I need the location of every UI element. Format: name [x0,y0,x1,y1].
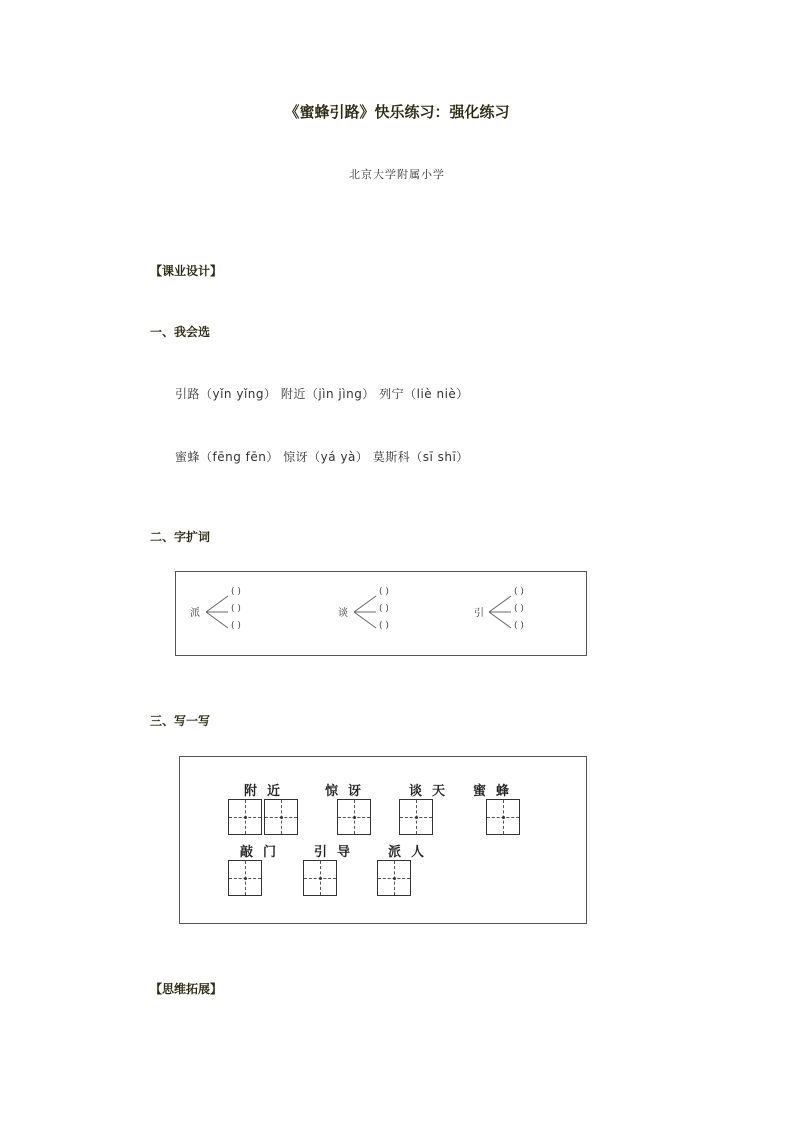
char-pai: 派 [190,608,200,619]
writing-grid[interactable] [264,799,298,835]
section-thinking-extension: 【思维拓展】 [150,982,223,996]
writing-grid[interactable] [486,799,520,835]
writing-box [179,756,587,924]
page-title: 《蜜蜂引路》快乐练习：强化练习 [284,103,510,121]
section-course-design: 【课业设计】 [150,264,223,278]
section-choose: 一、我会选 [150,325,211,339]
section-expand-words: 二、字扩词 [150,530,211,544]
word-fujin: 附近 [244,784,291,799]
char-yin: 引 [474,608,484,619]
writing-grid[interactable] [228,860,262,896]
writing-grid[interactable] [377,860,411,896]
writing-grid[interactable] [228,799,262,835]
writing-grid[interactable] [337,799,371,835]
school-name: 北京大学附属小学 [349,168,445,181]
word-qiaomen: 敲门 [240,845,287,860]
blank-tan-1[interactable]: ( ) [379,587,389,597]
writing-grid[interactable] [303,860,337,896]
blank-pai-2[interactable]: ( ) [231,604,241,614]
word-yindao: 引导 [314,845,361,860]
blank-pai-1[interactable]: ( ) [231,587,241,597]
pinyin-line-2: 蜜蜂（fēng fēn） 惊讶（yá yà） 莫斯科（sī shī） [175,450,469,464]
word-mifeng: 蜜蜂 [473,784,520,799]
blank-yin-2[interactable]: ( ) [514,604,524,614]
word-tantian: 谈天 [409,784,456,799]
word-pairen: 派人 [388,845,435,860]
section-write: 三、写一写 [150,714,211,728]
pinyin-line-1: 引路（yǐn yǐng） 附近（jìn jìng） 列宁（liè niè） [175,387,469,401]
blank-tan-3[interactable]: ( ) [379,621,389,631]
char-tan: 谈 [338,608,348,619]
blank-tan-2[interactable]: ( ) [379,604,389,614]
blank-yin-1[interactable]: ( ) [514,587,524,597]
writing-grid[interactable] [399,799,433,835]
word-jingya: 惊讶 [325,784,372,799]
blank-pai-3[interactable]: ( ) [231,621,241,631]
expand-words-box [175,571,587,656]
blank-yin-3[interactable]: ( ) [514,621,524,631]
